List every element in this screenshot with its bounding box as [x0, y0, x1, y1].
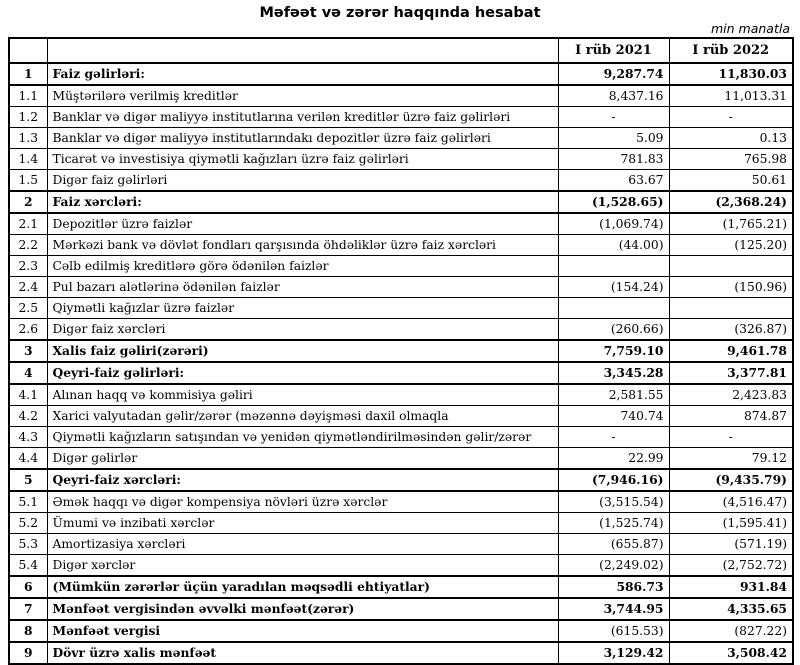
value-2021-cell: 3,129.42 [558, 642, 669, 664]
value-2021-cell: (154.24) [558, 277, 669, 298]
value-2021-cell: (615.53) [558, 620, 669, 642]
row-number-cell: 5.2 [9, 513, 47, 534]
table-row [9, 620, 793, 642]
row-label-cell: Pul bazarı alətlərinə ödənilən faizlər [47, 277, 558, 298]
value-2021-cell: 3,744.95 [558, 598, 669, 620]
value-2022-cell: 50.61 [669, 170, 793, 192]
value-2021-cell: (2,249.02) [558, 555, 669, 577]
unit-note: min manatla [711, 21, 790, 36]
row-label-cell: Faiz xərcləri: [47, 191, 558, 213]
value-2021-cell: - [558, 427, 669, 448]
table-row [9, 170, 793, 192]
value-2022-cell: - [669, 427, 793, 448]
value-2021-cell: 2,581.55 [558, 384, 669, 406]
table-row [9, 406, 793, 427]
row-label-cell: Cəlb edilmiş kreditlərə görə ödənilən faizlər [47, 256, 558, 277]
value-2022-cell: 2,423.83 [669, 384, 793, 406]
row-label-cell: Digər faiz gəlirləri [47, 170, 558, 192]
row-number-cell: 2.4 [9, 277, 47, 298]
table-row [9, 427, 793, 448]
row-number-cell: 4.1 [9, 384, 47, 406]
row-label-cell: Mənfəət vergisindən əvvəlki mənfəət(zərər) [47, 598, 558, 620]
table-row [9, 534, 793, 555]
row-number-cell: 1 [9, 63, 47, 85]
row-label-cell: Əmək haqqı və digər kompensiya növləri üzrə xərclər [47, 491, 558, 513]
table-row [9, 642, 793, 664]
value-2021-cell: (1,525.74) [558, 513, 669, 534]
row-label-cell: Qiymətli kağızların satışından və yenidən qiymətləndirilməsindən gəlir/zərər [47, 427, 558, 448]
row-label-cell: Qiymətli kağızlar üzrə faizlər [47, 298, 558, 319]
value-2022-cell: (827.22) [669, 620, 793, 642]
row-number-cell: 7 [9, 598, 47, 620]
value-2022-cell: 874.87 [669, 406, 793, 427]
col-header-2021: I rüb 2021 [558, 38, 669, 63]
row-label-cell: Digər faiz xərcləri [47, 319, 558, 341]
row-number-cell: 1.4 [9, 149, 47, 170]
value-2022-cell: (150.96) [669, 277, 793, 298]
value-2022-cell: (1,765.21) [669, 213, 793, 235]
value-2022-cell: 4,335.65 [669, 598, 793, 620]
table-row [9, 384, 793, 406]
value-2022-cell: (125.20) [669, 235, 793, 256]
value-2021-cell: (3,515.54) [558, 491, 669, 513]
value-2022-cell: 9,461.78 [669, 340, 793, 362]
row-label-cell: Ticarət və investisiya qiymətli kağızları üzrə faiz gəlirləri [47, 149, 558, 170]
row-number-cell: 4 [9, 362, 47, 384]
table-row [9, 63, 793, 85]
table-row [9, 319, 793, 341]
value-2021-cell: (44.00) [558, 235, 669, 256]
row-number-header [9, 38, 47, 63]
row-label-cell: Xarici valyutadan gəlir/zərər (məzənnə dəyişməsi daxil olmaqla [47, 406, 558, 427]
value-2022-cell: 765.98 [669, 149, 793, 170]
row-label-cell: (Mümkün zərərlər üçün yaradılan məqsədli ehtiyatlar) [47, 576, 558, 598]
row-number-cell: 2.3 [9, 256, 47, 277]
row-number-cell: 2.6 [9, 319, 47, 341]
row-number-cell: 5 [9, 469, 47, 491]
row-label-cell: Depozitlər üzrə faizlər [47, 213, 558, 235]
value-2022-cell: 79.12 [669, 448, 793, 470]
row-number-cell: 8 [9, 620, 47, 642]
row-number-cell: 2.5 [9, 298, 47, 319]
table-header-row [9, 38, 793, 63]
value-2021-cell [558, 256, 669, 277]
value-2022-cell: (2,752.72) [669, 555, 793, 577]
row-number-cell: 5.4 [9, 555, 47, 577]
value-2021-cell: - [558, 107, 669, 128]
row-label-cell: Müştərilərə verilmiş kreditlər [47, 85, 558, 107]
value-2022-cell [669, 256, 793, 277]
row-label-cell: Banklar və digər maliyyə institutlarındakı depozitlər üzrə faiz gəlirləri [47, 128, 558, 149]
row-number-cell: 1.1 [9, 85, 47, 107]
row-number-cell: 9 [9, 642, 47, 664]
value-2022-cell: 11,013.31 [669, 85, 793, 107]
value-2021-cell: 22.99 [558, 448, 669, 470]
value-2022-cell: (326.87) [669, 319, 793, 341]
table-row [9, 277, 793, 298]
row-number-cell: 6 [9, 576, 47, 598]
table-body [9, 63, 793, 664]
table-row [9, 491, 793, 513]
row-number-cell: 1.2 [9, 107, 47, 128]
row-number-cell: 4.2 [9, 406, 47, 427]
row-number-cell: 2.2 [9, 235, 47, 256]
row-label-cell: Amortizasiya xərcləri [47, 534, 558, 555]
value-2021-cell: 8,437.16 [558, 85, 669, 107]
table-row [9, 513, 793, 534]
value-2022-cell: (571.19) [669, 534, 793, 555]
value-2021-cell: (1,528.65) [558, 191, 669, 213]
row-number-cell: 5.3 [9, 534, 47, 555]
value-2021-cell: (260.66) [558, 319, 669, 341]
table-row [9, 576, 793, 598]
value-2021-cell: (655.87) [558, 534, 669, 555]
row-number-cell: 2.1 [9, 213, 47, 235]
row-label-cell: Ümumi və inzibati xərclər [47, 513, 558, 534]
table-row [9, 149, 793, 170]
table-row [9, 469, 793, 491]
value-2022-cell: 3,508.42 [669, 642, 793, 664]
row-label-cell: Faiz gəlirləri: [47, 63, 558, 85]
table-row [9, 85, 793, 107]
row-number-cell: 4.4 [9, 448, 47, 470]
value-2022-cell: - [669, 107, 793, 128]
table-row [9, 235, 793, 256]
table-row [9, 340, 793, 362]
row-label-cell: Banklar və digər maliyyə institutlarına verilən kreditlər üzrə faiz gəlirləri [47, 107, 558, 128]
table-row [9, 128, 793, 149]
row-number-cell: 3 [9, 340, 47, 362]
row-label-cell: Xalis faiz gəliri(zərəri) [47, 340, 558, 362]
value-2022-cell: (4,516.47) [669, 491, 793, 513]
value-2021-cell: 740.74 [558, 406, 669, 427]
value-2021-cell: 3,345.28 [558, 362, 669, 384]
row-label-cell: Mərkəzi bank və dövlət fondları qarşısında öhdəliklər üzrə faiz xərcləri [47, 235, 558, 256]
income-statement-table [8, 37, 794, 665]
value-2021-cell: (1,069.74) [558, 213, 669, 235]
table-row [9, 298, 793, 319]
value-2021-cell: 9,287.74 [558, 63, 669, 85]
row-label-cell: Mənfəət vergisi [47, 620, 558, 642]
description-header [47, 38, 558, 63]
value-2022-cell: (9,435.79) [669, 469, 793, 491]
row-label-cell: Alınan haqq və kommisiya gəliri [47, 384, 558, 406]
table-row [9, 448, 793, 470]
row-number-cell: 2 [9, 191, 47, 213]
table-row [9, 107, 793, 128]
value-2022-cell: 11,830.03 [669, 63, 793, 85]
value-2021-cell: (7,946.16) [558, 469, 669, 491]
value-2021-cell [558, 298, 669, 319]
row-label-cell: Qeyri-faiz gəlirləri: [47, 362, 558, 384]
value-2022-cell [669, 298, 793, 319]
value-2021-cell: 5.09 [558, 128, 669, 149]
row-label-cell: Digər gəlirlər [47, 448, 558, 470]
table-row [9, 555, 793, 577]
value-2022-cell: 931.84 [669, 576, 793, 598]
row-label-cell: Qeyri-faiz xərcləri: [47, 469, 558, 491]
value-2021-cell: 63.67 [558, 170, 669, 192]
row-label-cell: Digər xərclər [47, 555, 558, 577]
table-row [9, 191, 793, 213]
table-row [9, 213, 793, 235]
value-2021-cell: 781.83 [558, 149, 669, 170]
value-2022-cell: 3,377.81 [669, 362, 793, 384]
row-label-cell: Dövr üzrə xalis mənfəət [47, 642, 558, 664]
value-2021-cell: 586.73 [558, 576, 669, 598]
row-number-cell: 4.3 [9, 427, 47, 448]
row-number-cell: 1.3 [9, 128, 47, 149]
report-title: Məfəət və zərər haqqında hesabat [259, 5, 541, 21]
row-number-cell: 1.5 [9, 170, 47, 192]
value-2022-cell: (1,595.41) [669, 513, 793, 534]
value-2021-cell: 7,759.10 [558, 340, 669, 362]
table-row [9, 256, 793, 277]
value-2022-cell: 0.13 [669, 128, 793, 149]
value-2022-cell: (2,368.24) [669, 191, 793, 213]
row-number-cell: 5.1 [9, 491, 47, 513]
table-row [9, 598, 793, 620]
col-header-2022: I rüb 2022 [669, 38, 793, 63]
table-row [9, 362, 793, 384]
